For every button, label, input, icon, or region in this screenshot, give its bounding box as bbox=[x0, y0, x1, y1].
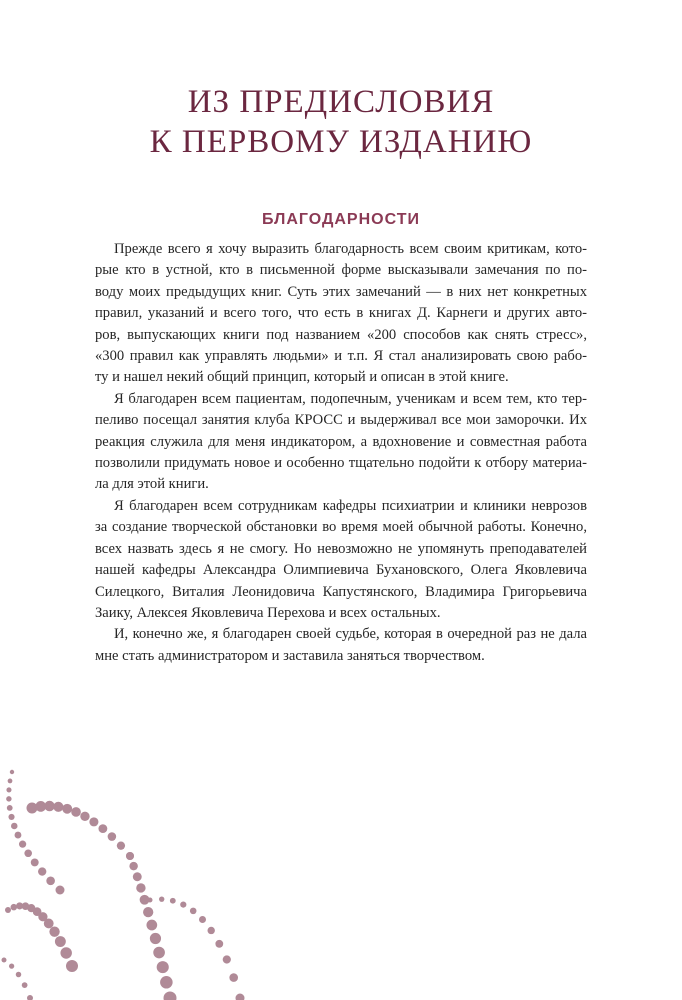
ornament-dot bbox=[136, 883, 145, 892]
ornament-dot bbox=[55, 936, 66, 947]
ornament-dot bbox=[80, 812, 89, 821]
paragraph-3 bbox=[95, 496, 587, 624]
ornament-dot bbox=[5, 907, 11, 913]
dotted-swirl-ornament-icon bbox=[0, 760, 300, 1000]
ornament-dot bbox=[27, 995, 33, 1000]
ornament-dot bbox=[11, 823, 18, 830]
ornament-dot bbox=[108, 832, 117, 841]
paragraph-4 bbox=[95, 624, 587, 667]
ornament-dot bbox=[71, 807, 81, 817]
ornament-dot bbox=[98, 824, 107, 833]
ornament-dot bbox=[133, 872, 142, 881]
ornament-dot bbox=[22, 982, 28, 988]
text-line: реакция служила для меня индикатором, а вдохновение и совместная работа bbox=[95, 433, 587, 450]
ornament-dot bbox=[223, 955, 231, 963]
ornament-dot bbox=[236, 994, 245, 1000]
title-line-2: К ПЕРВОМУ ИЗДАНИЮ bbox=[149, 124, 533, 160]
ornament-dot bbox=[53, 802, 63, 812]
ornament-dot bbox=[60, 947, 71, 958]
ornament-dot bbox=[10, 770, 14, 774]
ornament-dot bbox=[143, 907, 153, 917]
text-line: Силецкого, Виталия Леонидовича Капустянского, Владимира Григорьевича bbox=[95, 583, 587, 600]
title-line-1: ИЗ ПРЕДИСЛОВИЯ bbox=[187, 84, 495, 120]
ornament-dot bbox=[126, 852, 134, 860]
ornament-dot bbox=[38, 867, 46, 875]
text-line: мне стать администратором и заставила заняться творчеством. bbox=[95, 647, 485, 664]
ornament-dot bbox=[24, 849, 32, 857]
ornament-dot bbox=[44, 801, 54, 811]
text-line: ров, выпускающих книги под названием «200 способов как снять стресс», bbox=[95, 326, 587, 343]
ornament-dot bbox=[229, 973, 238, 982]
ornament-dot bbox=[66, 960, 78, 972]
text-line: воду моих предыдущих книг. Суть этих замечаний — в них нет конкретных bbox=[95, 283, 587, 300]
ornament-dot bbox=[153, 947, 165, 959]
text-line: «300 правил как управлять людьми» и т.п. Я стал анализировать свою рабо- bbox=[95, 348, 587, 365]
ornament-dot bbox=[199, 916, 206, 923]
section-heading: БЛАГОДАРНОСТИ bbox=[261, 211, 421, 228]
ornament-dot bbox=[148, 898, 153, 903]
paragraph-1 bbox=[95, 239, 587, 389]
page-title bbox=[0, 82, 682, 162]
ornament-dot bbox=[8, 814, 14, 820]
ornament-dot bbox=[159, 896, 164, 901]
text-line: нашей кафедры Александра Олимпиевича Бухановского, Олега Яковлевича bbox=[95, 562, 587, 579]
ornament-dot bbox=[129, 862, 137, 870]
ornament-dot bbox=[2, 958, 7, 963]
ornament-dot bbox=[49, 927, 59, 937]
ornament-dot bbox=[215, 940, 223, 948]
ornament-dot bbox=[146, 920, 157, 931]
ornament-dot bbox=[8, 779, 13, 784]
ornament-dot bbox=[46, 876, 55, 885]
text-line: Я благодарен всем пациентам, подопечным, ученикам и всем тем, кто тер- bbox=[114, 390, 587, 407]
ornament-dot bbox=[31, 858, 39, 866]
ornament-dot bbox=[15, 832, 22, 839]
ornament-dot bbox=[89, 817, 98, 826]
ornament-dot bbox=[190, 908, 197, 915]
ornament-dot bbox=[117, 842, 125, 850]
text-line: за создание творческой обстановки во время моей обычной работы. Конечно, bbox=[95, 519, 587, 536]
text-line: Прежде всего я хочу выразить благодарность всем своим критикам, кото- bbox=[114, 241, 587, 257]
text-line: пеливо посещал занятия клуба КРОСС и выдерживал все мои заморочки. Их bbox=[95, 412, 587, 429]
ornament-dot bbox=[44, 919, 54, 929]
ornament-dot bbox=[170, 898, 176, 904]
text-line: правил, указаний и всего того, что есть в книгах Д. Карнеги и других авто- bbox=[95, 305, 587, 322]
paragraph-2 bbox=[95, 389, 587, 496]
ornament-dot bbox=[160, 976, 173, 989]
ornament-dot bbox=[6, 796, 11, 801]
ornament-dot bbox=[164, 992, 177, 1000]
ornament-dot bbox=[62, 804, 72, 814]
ornament-dot bbox=[16, 972, 22, 978]
text-line: ла для этой книги. bbox=[95, 476, 209, 493]
ornament-dot bbox=[56, 886, 65, 895]
ornament-dot bbox=[9, 963, 14, 968]
body-text bbox=[95, 239, 587, 667]
ornament-dot bbox=[208, 927, 215, 934]
text-line: позволили придумать новое и особенно тщательно подойти к отбору материа- bbox=[95, 455, 587, 472]
ornament-dot bbox=[6, 787, 11, 792]
ornament-dot bbox=[19, 841, 26, 848]
text-line: рые кто в устной, кто в письменной форме высказывали замечания по по- bbox=[95, 262, 587, 279]
ornament-dot bbox=[7, 805, 13, 811]
text-line: Заику, Алексея Яковлевича Перехова и всех остальных. bbox=[95, 604, 441, 621]
ornament-dot bbox=[157, 961, 169, 973]
ornament-dot bbox=[11, 904, 18, 911]
text-line: И, конечно же, я благодарен своей судьбе, которая в очередной раз не дала bbox=[114, 626, 587, 643]
text-line: Я благодарен всем сотрудникам кафедры психиатрии и клиники неврозов bbox=[114, 497, 587, 514]
ornament-dot bbox=[180, 902, 186, 908]
text-line: всех назвать здесь я не смогу. Но невозможно не упомянуть преподавателей bbox=[95, 540, 587, 557]
text-line: ту и нашел некий общий принцип, который и описан в этой книге. bbox=[95, 369, 509, 386]
ornament-dot bbox=[150, 933, 161, 944]
